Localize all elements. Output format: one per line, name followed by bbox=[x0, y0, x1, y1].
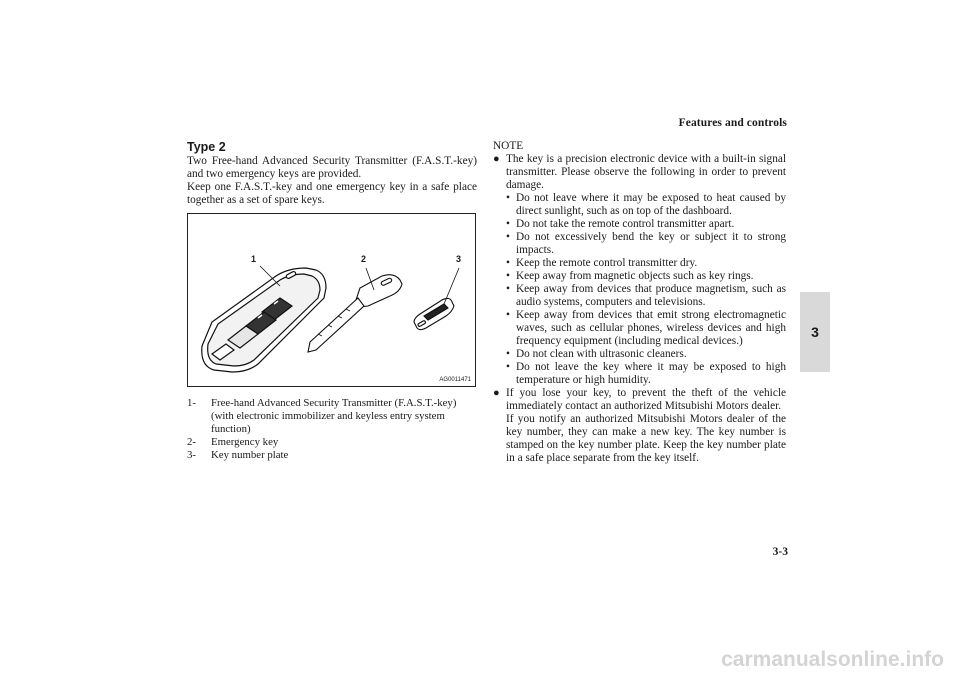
bullet-icon: ● bbox=[493, 153, 500, 165]
list-item-text: Do not take the remote control transmitter apart. bbox=[516, 218, 735, 230]
list-item: • Keep away from magnetic objects such as key rings. bbox=[506, 270, 786, 283]
list-item-text: Do not clean with ultrasonic cleaners. bbox=[516, 348, 687, 360]
bullet-icon: ● bbox=[493, 387, 500, 399]
list-item-text: Keep away from devices that emit strong electromagnetic waves, such as cellular phones, wireless devices and high frequency equipment (including medical devices.) bbox=[516, 309, 786, 347]
legend-number: 1- bbox=[187, 397, 196, 409]
legend-number: 2- bbox=[187, 436, 196, 448]
list-item-text: Do not leave where it may be exposed to heat caused by direct sunlight, such as on top of the dashboard. bbox=[516, 192, 786, 217]
intro-paragraph-2: Keep one F.A.S.T.-key and one emergency key in a safe place together as a set of spare keys. bbox=[187, 181, 477, 206]
legend-text: Key number plate bbox=[211, 449, 289, 461]
list-item: • Keep away from devices that produce magnetism, such as audio systems, computers and televisions. bbox=[506, 283, 786, 308]
legend-text: Emergency key bbox=[211, 436, 279, 448]
intro-paragraph-1: Two Free-hand Advanced Security Transmitter (F.A.S.T.-key) and two emergency keys are provided. bbox=[187, 155, 477, 180]
callout-2: 2 bbox=[361, 254, 367, 264]
note-label: NOTE bbox=[493, 140, 524, 152]
list-item-text: Keep the remote control transmitter dry. bbox=[516, 257, 698, 269]
list-item: • Do not clean with ultrasonic cleaners. bbox=[506, 348, 786, 361]
legend-number: 3- bbox=[187, 449, 196, 461]
list-item-text: Keep away from magnetic objects such as key rings. bbox=[516, 270, 754, 282]
list-item: • Do not excessively bend the key or subject it to strong impacts. bbox=[506, 231, 786, 256]
list-item: • Keep away from devices that emit strong electromagnetic waves, such as cellular phones, wireless devices and high frequency equipment (including medical devices.) bbox=[506, 309, 786, 347]
note-bullet-text: The key is a precision electronic device with a built-in signal transmitter. Please observe the following in order to prevent damage. bbox=[506, 153, 786, 191]
list-item-text: Do not excessively bend the key or subject it to strong impacts. bbox=[516, 231, 786, 256]
note-bullet-text: If you lose your key, to prevent the theft of the vehicle immediately contact an authorized Mitsubishi Motors dealer. bbox=[506, 387, 786, 412]
callout-3: 3 bbox=[456, 254, 462, 264]
list-item: • Keep the remote control transmitter dry. bbox=[506, 257, 786, 270]
list-item: • Do not leave the key where it may be exposed to high temperature or high humidity. bbox=[506, 361, 786, 386]
running-header: Features and controls bbox=[678, 117, 787, 129]
chapter-number: 3 bbox=[811, 324, 819, 340]
list-item: • Do not take the remote control transmitter apart. bbox=[506, 218, 786, 231]
callout-1: 1 bbox=[251, 254, 257, 264]
list-item-text: Do not leave the key where it may be exposed to high temperature or high humidity. bbox=[516, 361, 786, 386]
list-item: • Do not leave where it may be exposed to heat caused by direct sunlight, such as on top of the dashboard. bbox=[506, 192, 786, 217]
legend-text: Free-hand Advanced Security Transmitter (F.A.S.T.-key) (with electronic immobilizer and keyless entry system function) bbox=[211, 397, 457, 435]
section-title: Type 2 bbox=[187, 140, 226, 154]
figure-code: AG0011471 bbox=[439, 377, 471, 383]
watermark-text: carmanualsonline.info bbox=[721, 648, 944, 671]
page-number: 3-3 bbox=[772, 546, 788, 558]
note-bullet-extra: If you notify an authorized Mitsubishi Motors dealer of the key number, they can make a new key. The key number is stamped on the key number plate. Keep the key number plate in a safe place separate from the key itself. bbox=[506, 413, 786, 464]
list-item-text: Keep away from devices that produce magnetism, such as audio systems, computers and televisions. bbox=[516, 283, 786, 308]
